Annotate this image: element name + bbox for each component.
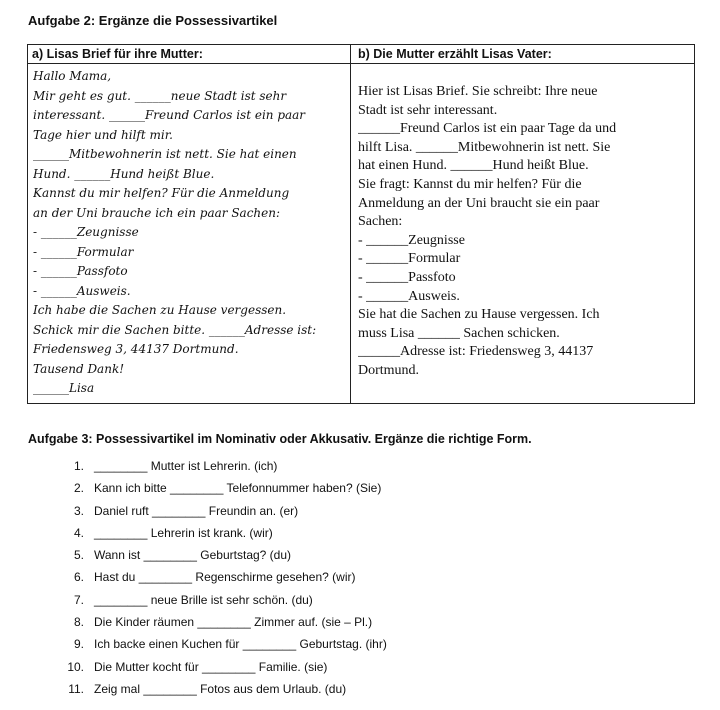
report-line: Sie fragt: Kannst du mir helfen? Für die — [358, 176, 582, 192]
letter-line: - ______Formular — [33, 244, 134, 259]
letter-line: - ______Zeugnisse — [33, 225, 139, 239]
letter-line: Friedensweg 3, 44137 Dortmund. — [33, 342, 239, 356]
item-text: ________ Lehrerin ist krank. (wir) — [94, 525, 273, 540]
report-line: hilft Lisa. ______Mitbewohnerin ist nett. Sie — [358, 139, 611, 155]
item-number: 7. — [73, 592, 84, 607]
letter-table — [27, 44, 695, 404]
letter-line: an der Uni brauche ich ein paar Sachen: — [33, 205, 281, 220]
item-text: Daniel ruft ________ Freundin an. (er) — [94, 503, 299, 518]
letter-line: Mir geht es gut. ______neue Stadt ist sehr — [33, 88, 287, 103]
item-text: Die Mutter kocht für ________ Familie. (sie) — [94, 659, 328, 674]
letter-line: Schick mir die Sachen bitte. ______Adresse ist: — [33, 322, 317, 337]
item-number: 8. — [73, 615, 84, 630]
report-line: Anmeldung an der Uni braucht sie ein paar — [358, 195, 600, 211]
letter-line: Hallo Mama, — [33, 69, 112, 83]
item-text: Hast du ________ Regenschirme gesehen? (wir) — [94, 570, 356, 585]
item-number: 5. — [73, 548, 84, 563]
table-header-divider — [28, 63, 694, 64]
report-line: ______Adresse ist: Friedensweg 3, 44137 — [358, 344, 594, 360]
column-a-header: a) Lisas Brief für ihre Mutter: — [32, 47, 203, 61]
item-number: 10. — [67, 659, 84, 674]
report-line: hat einen Hund. ______Hund heißt Blue. — [358, 158, 589, 174]
item-number: 2. — [73, 481, 84, 496]
item-number: 6. — [73, 570, 84, 585]
letter-line: - ______Ausweis. — [33, 283, 131, 298]
exercise-item — [56, 455, 656, 477]
exercise-item — [56, 589, 656, 611]
report-line: Hier ist Lisas Brief. Sie schreibt: Ihre neue — [358, 84, 598, 99]
mother-report-text — [358, 83, 692, 381]
report-line: Sachen: — [358, 214, 403, 230]
letter-line: Hund. ______Hund heißt Blue. — [33, 166, 215, 181]
item-number: 9. — [73, 637, 84, 652]
letter-line: Ich habe die Sachen zu Hause vergessen. — [33, 303, 287, 317]
letter-line: Tausend Dank! — [33, 361, 125, 376]
exercise-item — [56, 656, 656, 678]
report-line: - ______Formular — [358, 251, 461, 267]
report-line: Dortmund. — [358, 362, 420, 378]
letter-line: interessant. ______Freund Carlos ist ein paar — [33, 108, 306, 122]
exercise-list — [56, 455, 656, 700]
letter-line: ______Lisa — [33, 381, 95, 395]
report-line: Stadt ist sehr interessant. — [358, 102, 498, 118]
report-line: ______Freund Carlos ist ein paar Tage da und — [358, 121, 617, 137]
item-text: Zeig mal ________ Fotos aus dem Urlaub. (du) — [94, 681, 347, 696]
exercise-item — [56, 544, 656, 566]
report-line: muss Lisa ______ Sachen schicken. — [358, 325, 560, 341]
lisa-letter-text — [33, 67, 347, 399]
aufgabe3-title: Aufgabe 3: Possessivartikel im Nominativ oder Akkusativ. Ergänze die richtige Form. — [28, 432, 532, 446]
item-number: 3. — [73, 503, 84, 518]
exercise-item — [56, 611, 656, 633]
column-b-header: b) Die Mutter erzählt Lisas Vater: — [358, 47, 552, 61]
report-line: - ______Zeugnisse — [358, 232, 465, 248]
table-column-divider — [350, 45, 351, 403]
exercise-item — [56, 566, 656, 588]
report-line: - ______Ausweis. — [358, 288, 460, 304]
letter-line: Kannst du mir helfen? Für die Anmeldung — [33, 186, 290, 200]
letter-line: ______Mitbewohnerin ist nett. Sie hat einen — [33, 147, 297, 161]
item-text: Kann ich bitte ________ Telefonnummer haben? (Sie) — [94, 481, 382, 496]
item-number: 4. — [73, 525, 84, 540]
item-text: ________ neue Brille ist sehr schön. (du) — [94, 592, 313, 607]
item-text: Ich backe einen Kuchen für ________ Geburtstag. (ihr) — [94, 637, 387, 652]
item-number: 11. — [68, 681, 84, 696]
report-line: Sie hat die Sachen zu Hause vergessen. Ich — [358, 307, 600, 323]
exercise-item — [56, 522, 656, 544]
exercise-item — [56, 500, 656, 522]
letter-line: Tage hier und hilft mir. — [33, 127, 173, 142]
exercise-item — [56, 678, 656, 700]
item-number: 1. — [73, 459, 84, 473]
aufgabe2-title: Aufgabe 2: Ergänze die Possessivartikel — [28, 13, 278, 28]
item-text: ________ Mutter ist Lehrerin. (ich) — [94, 459, 278, 473]
exercise-item — [56, 477, 656, 499]
exercise-item — [56, 633, 656, 655]
report-line: - ______Passfoto — [358, 269, 456, 285]
item-text: Die Kinder räumen ________ Zimmer auf. (sie – Pl.) — [94, 615, 373, 630]
letter-line: - ______Passfoto — [33, 264, 128, 278]
item-text: Wann ist ________ Geburtstag? (du) — [94, 548, 292, 563]
